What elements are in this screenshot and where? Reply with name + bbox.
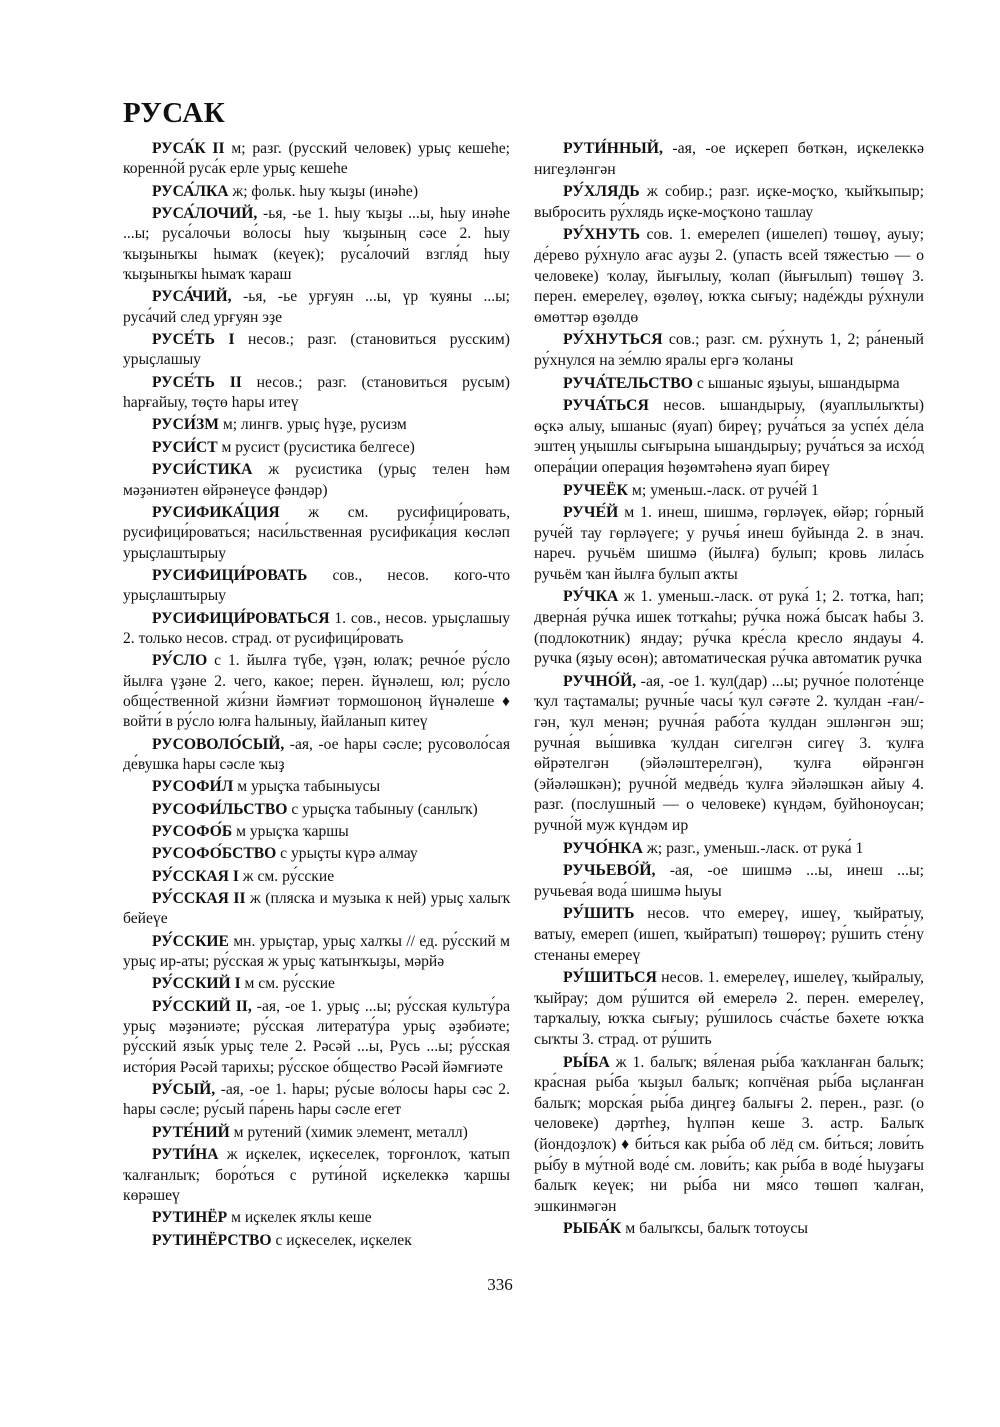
entry-headword: РУ́ШИТЬСЯ — [563, 969, 657, 987]
entry-headword: РУСИФИКА́ЦИЯ — [152, 503, 280, 521]
entry-headword: РУЧЕЁК — [563, 481, 628, 499]
entry-headword: РЫ́БА — [563, 1053, 610, 1071]
entry-headword: РУТИ́ННЫЙ, — [563, 140, 663, 157]
dictionary-entry — [123, 204, 510, 285]
dictionary-entry — [534, 139, 924, 180]
dictionary-entry — [123, 777, 510, 797]
dictionary-entry — [534, 587, 924, 669]
entry-headword: РУЧА́ТЬСЯ — [563, 397, 649, 415]
entry-headword: РУ́ССКИЙ I — [152, 975, 241, 993]
dictionary-entry — [123, 287, 510, 328]
entry-headword: РУТИНЁР — [152, 1209, 228, 1227]
entry-definition: мн. урыҫтар, урыҫ халҡы // ед. ру́сский м урыҫ ир-аты; ру́сская ж урыҫ ҡатынҡыҙы, мәрйә — [123, 932, 510, 971]
entry-definition: м русист (русистика белгесе) — [217, 438, 415, 456]
dictionary-entry — [534, 396, 924, 478]
dictionary-entry — [123, 438, 510, 458]
entry-definition: м урыҫҡа табыныусы — [233, 778, 381, 796]
entry-definition: ж иҫкелек, иҫкеселек, торғонлоҡ, ҡатып ҡалғанлыҡ; боро́ться с рути́ной иҫкелеккә ҡаршы көрәшеү — [123, 1146, 510, 1204]
entry-definition: м; разг. (русский человек) урыҫ кешеһе; коренно́й руса́к ерле урыҫ кешеһе — [123, 140, 510, 178]
dictionary-entry — [123, 800, 510, 820]
dictionary-entry — [534, 839, 924, 860]
dictionary-entry — [123, 566, 510, 607]
entry-definition: -ая, -ое 1. һары; ру́сые во́лосы һары сәс 2. һары сәсле; ру́сый па́рень һары сәсле егет — [123, 1081, 510, 1119]
entry-definition: м урыҫҡа ҡаршы — [232, 823, 349, 840]
entry-definition: -ая, -ое 1. ҡул(дар) ...ы; ручно́е полоте́нце ҡул таҫтамалы; ручны́е часы́ ҡул сәғәте 2. ҡулдан -ған/-гән, ҡул менән; ручна́я рабо́та ҡулдан эшләнгән эш; ручна́я вы́шивка ҡулдан сигелгән сигеү 3. ҡулға өйрәтелгән (эйәләштерелгән), ҡулға өйрәнгән (эйәләшкән); ручно́й медве́дь ҡулға эйәләшкән айыу 4. разг. (послушный — о человеке) күндәм, буйһоноусан; ручно́й муж күндәм ир — [534, 672, 924, 834]
entry-definition: м балыҡсы, балыҡ тотоусы — [621, 1220, 809, 1238]
entry-definition: ж см. русифици́ровать, русифици́роваться; наси́льственная русифика́ция көсләп урыҫлаштырыу — [123, 503, 510, 562]
entry-definition: с урыҫты күрә алмау — [276, 845, 418, 863]
dictionary-entry — [534, 672, 924, 837]
entry-definition: сов.; разг. см. ру́хнуть 1, 2; ра́неный ру́хнулся на зе́млю яралы ергә ҡоланы — [534, 331, 924, 369]
dictionary-entry — [123, 1123, 510, 1143]
dictionary-entry — [534, 904, 924, 966]
dictionary-entry — [123, 415, 510, 435]
dictionary-entry — [123, 997, 510, 1078]
dictionary-entry — [534, 861, 924, 902]
entry-headword: РУ́ШИТЬ — [563, 905, 635, 923]
entry-headword: РУТЕ́НИЙ — [152, 1123, 230, 1141]
entry-headword: РУСА́К II — [152, 140, 225, 157]
entry-definition: м иҫкелек яҡлы кеше — [227, 1209, 372, 1227]
entry-definition: ж см. ру́сские — [238, 867, 335, 885]
dictionary-entry — [123, 867, 510, 887]
entry-headword: РУСА́ЧИЙ, — [152, 288, 232, 306]
dictionary-entry — [123, 1145, 510, 1206]
entry-headword: РУ́СЛО — [152, 652, 208, 670]
dictionary-entry — [123, 844, 510, 864]
dictionary-entry — [123, 460, 510, 501]
dictionary-entry — [534, 374, 924, 395]
entry-definition: м; уменьш.-ласк. от руче́й 1 — [627, 481, 819, 499]
page-number: 336 — [487, 1275, 513, 1294]
entry-definition: несов. что емереү, ишеү, ҡыйратыу, ватыу, емереп (ишеп, ҡыйратып) төшөрөү; ру́шить сте́ну стенаны емереү — [534, 905, 924, 964]
dictionary-entry — [123, 139, 510, 180]
entry-definition: ж; разг., уменьш.-ласк. от рука́ 1 — [642, 839, 864, 857]
dictionary-entry — [123, 735, 510, 776]
entry-headword: РУТИ́НА — [152, 1146, 219, 1164]
dictionary-entry — [534, 1053, 924, 1218]
dictionary-entry — [123, 182, 510, 202]
dictionary-column-right — [534, 139, 924, 1242]
dictionary-entry — [534, 1219, 924, 1240]
entry-definition: несов. 1. емерелеү, ишелеү, ҡыйралыу, ҡыйрау; дом ру́шится өй емерелә 2. перен. емерелеү, тарҡалыу, юҡҡа сығыу; ру́шилось сча́стье бәхете юҡҡа сыҡты 3. страд. от ру́шить — [534, 969, 924, 1048]
entry-headword: РУСОФИ́ЛЬСТВО — [152, 800, 288, 818]
entry-definition: несов. ышандырыу, (яуаплылыҡты) өҫкә алыу, ышаныс (яуап) биреү; руча́ться за успе́х де́ла эштең уңышлы сығырына ышандырыу; руча́ться за исхо́д опера́ции операция һөҙөмтәһенә яуап биреү — [534, 397, 924, 476]
entry-headword: РУЧЕ́Й — [563, 504, 619, 522]
entry-definition: с 1. йылға түбе, үҙән, юлаҡ; речно́е ру́сло йылға үҙәне 2. чего, какое; перен. йүнәлеш, юл; ру́сло обще́ственной жи́зни йәмғиәт тормошоноң йүнәлеше ♦ войти́ в ру́сло юлға һалыныу, йайланып китеү — [123, 652, 510, 731]
dictionary-entry — [123, 822, 510, 842]
entry-definition: с иҫкеселек, иҫкелек — [271, 1231, 412, 1249]
entry-headword: РУСИФИЦИ́РОВАТЬ — [152, 566, 308, 584]
entry-definition: м рутений (химик элемент, металл) — [229, 1123, 468, 1141]
dictionary-column-left — [123, 139, 510, 1253]
entry-definition: ж (пляска и музыка к ней) урыҫ халыҡ бейеүе — [123, 890, 511, 928]
entry-headword: РУТИНЁРСТВО — [152, 1231, 272, 1249]
entry-headword: РУСИ́СТИКА — [152, 461, 253, 479]
entry-definition: сов. 1. емерелеп (ишелеп) төшөү, ауыу; де́рево ру́хнуло ағас ауҙы 2. (упасть всей тяжестью — о человеке) ҡолау, йығылыу, ҡолап (йығылып) төшөү 3. перен. емерелеү, өҙөлөү, юҡҡа сығыу; наде́жды ру́хнули өмөттәр өҙөлдө — [534, 226, 924, 326]
entry-definition: ж собир.; разг. иҫке-моҫҡо, ҡыйҡыпыр; выбросить ру́хлядь иҫке-моҫҡоно ташлау — [534, 183, 924, 221]
entry-definition: ж; фольк. һыу ҡыҙы (инәһе) — [228, 182, 419, 200]
dictionary-entry — [123, 1208, 510, 1228]
entry-headword: РУСОВОЛО́СЫЙ, — [152, 735, 285, 753]
dictionary-entry — [534, 330, 924, 371]
entry-headword: РУ́ХЛЯДЬ — [563, 183, 640, 201]
dictionary-entry — [534, 225, 924, 328]
entry-headword: РУЧО́НКА — [563, 839, 643, 857]
entry-headword: РУ́ССКАЯ II — [152, 890, 246, 908]
entry-headword: РУ́ХНУТЬ — [563, 226, 641, 244]
dictionary-entry — [123, 932, 510, 973]
dictionary-entry — [123, 974, 510, 994]
dictionary-entry — [123, 1080, 510, 1121]
dictionary-entry — [123, 609, 510, 650]
entry-definition: ж 1. балыҡ; вя́леная ры́ба ҡаҡланған балыҡ; кра́сная ры́ба ҡыҙыл балыҡ; копчёная ры́ба ыҫланған балыҡ; морска́я ры́ба диңгеҙ балығы 2. перен., разг. (о человеке) дәртһеҙ, һүлпән кеше 3. астр. Балыҡ (йондоҙлоҡ) ♦ би́ться как ры́ба об лёд см. би́ться; лови́ть ры́бу в му́тной воде́ см. лови́ть; как ры́ба в воде́ һыуҙағы балыҡ кеүек; ни ры́ба ни мя́со төшөп ҡалған, эшкинмәгән — [534, 1053, 924, 1215]
dictionary-entry — [534, 481, 924, 502]
entry-definition: м см. ру́сские — [240, 975, 335, 993]
entry-definition: -ая, -ое 1. урыҫ ...ы; ру́сская культу́ра урыҫ мәҙәниәте; ру́сская литерату́ра урыҫ әҙәбиәте; ру́сский язы́к урыҫ теле 2. Рәсәй ...ы, Русь ...ы; ру́сская исто́рия Рәсәй тарихы; ру́сское о́бщество Рәсәй йәмғиәте — [123, 997, 511, 1076]
entry-headword: РУСОФИ́Л — [152, 778, 234, 796]
dictionary-entry — [123, 373, 510, 414]
dictionary-entry — [534, 968, 924, 1050]
entry-headword: РУ́ССКАЯ I — [152, 867, 239, 885]
entry-headword: РУСОФО́БСТВО — [152, 845, 277, 863]
dictionary-entry — [123, 889, 510, 930]
entry-headword: РУСИ́СТ — [152, 438, 218, 456]
entry-definition: ж 1. уменьш.-ласк. от рука́ 1; 2. тотҡа, һап; дверна́я ру́чка ишек тотҡаһы; ру́чка ножа́ бысаҡ һабы 3. (подлокотник) яндау; ру́чка кре́сла кресло яндауы 4. ручка (яҙыу өсөн); автоматическая ру́чка автоматик ручка — [534, 588, 924, 668]
entry-definition: м; лингв. урыҫ һүҙе, русизм — [218, 416, 407, 434]
entry-headword: РУСОФО́Б — [152, 823, 233, 840]
entry-definition: -ая, -ое шишмә ...ы, инеш ...ы; ручьева́я вода́ шишмә һыуы — [534, 862, 924, 900]
entry-headword: РУ́СЫЙ, — [152, 1081, 216, 1099]
entry-definition: м 1. инеш, шишмә, гөрләүек, өйәр; го́рный руче́й тау гөрләүеге; у ручья́ инеш буйында 2. в знач. нареч. ручьём шишмә (йылға) булып; кровь лила́сь ручьём ҡан йылға булып аҡты — [534, 504, 924, 583]
entry-headword: РУ́ССКИЙ II, — [152, 997, 252, 1015]
entry-headword: РЫБА́К — [563, 1220, 622, 1238]
entry-definition: ж русистика (урыҫ телен һәм мәҙәниәтен өйрәнеүсе фәндәр) — [123, 461, 510, 499]
entry-headword: РУЧА́ТЕЛЬСТВО — [563, 374, 693, 392]
dictionary-entry — [534, 182, 924, 223]
dictionary-entry — [534, 503, 924, 585]
dictionary-entry — [123, 503, 510, 564]
entry-headword: РУСИФИЦИ́РОВАТЬСЯ — [152, 609, 330, 627]
entry-headword: РУ́ЧКА — [563, 588, 619, 606]
entry-definition: 1. сов., несов. урыҫлашыу 2. только несов. страд. от русифици́ровать — [123, 609, 510, 647]
entry-definition: несов.; разг. (становиться русым) һарғайыу, төҫтө һары итеү — [123, 373, 510, 412]
entry-definition: -ая, -ое иҫкереп бөткән, иҫкелеккә нигеҙләнгән — [534, 140, 924, 178]
entry-definition: -ья, -ье урғуян ...ы, үр ҡуяны ...ы; руса́чий след урғуян эҙе — [123, 288, 510, 326]
entry-headword: РУ́ХНУТЬСЯ — [563, 331, 663, 349]
entry-headword: РУЧЬЕВО́Й, — [563, 862, 656, 880]
dictionary-entry — [123, 1231, 510, 1251]
entry-headword: РУСЕ́ТЬ II — [152, 373, 242, 391]
entry-headword: РУСА́ЛОЧИЙ, — [152, 205, 258, 223]
entry-definition: с урыҫҡа табыныу (санлыҡ) — [287, 800, 478, 818]
entry-headword: РУСЕ́ТЬ I — [152, 331, 235, 349]
dictionary-entry — [123, 330, 510, 371]
entry-headword: РУ́ССКИЕ — [152, 932, 229, 950]
entry-definition: несов.; разг. (становиться русским) урыҫлашыу — [123, 331, 510, 369]
entry-headword: РУСА́ЛКА — [152, 182, 229, 200]
entry-definition: с ышаныс яҙыуы, ышандырма — [692, 374, 900, 392]
entry-headword: РУЧНО́Й, — [563, 672, 637, 690]
dictionary-entry — [123, 651, 510, 732]
page-title: РУСАК — [123, 97, 226, 129]
entry-headword: РУСИ́ЗМ — [152, 416, 219, 434]
entry-definition: сов., несов. кого-что урыҫлаштырыу — [123, 566, 510, 605]
entry-definition: -ья, -ье 1. һыу ҡыҙы ...ы, һыу инәһе ...ы; руса́лочьи во́лосы һыу ҡыҙының сәсе 2. һыу ҡыҙыныҡы һымаҡ (кеүек); руса́лочий взгля́д һыу ҡыҙыныҡы һымаҡ ҡараш — [123, 205, 510, 284]
entry-definition: -ая, -ое һары сәсле; русоволо́сая де́вушка һары сәсле ҡыҙ — [123, 735, 510, 773]
